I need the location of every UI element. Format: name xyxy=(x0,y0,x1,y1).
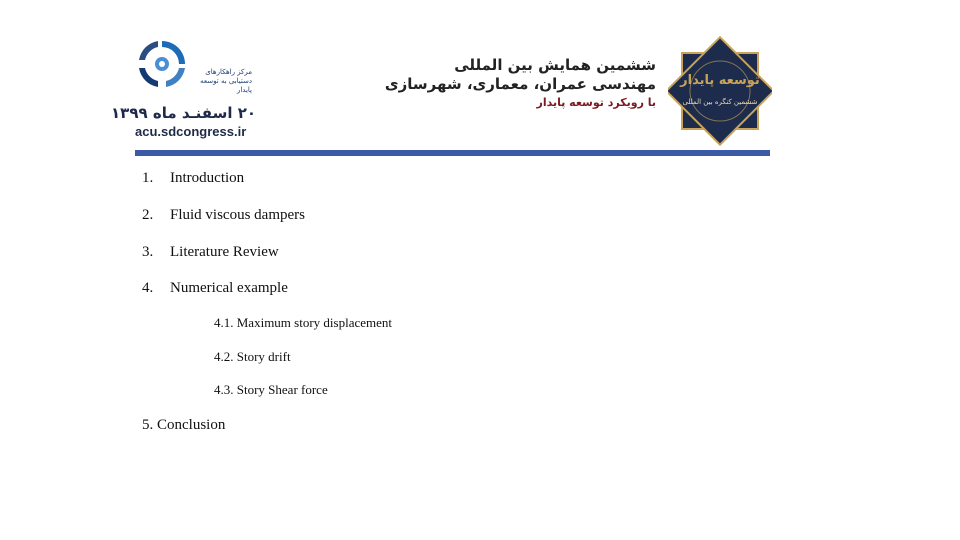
conference-title-line3: با رویکرد توسعه پایدار xyxy=(536,96,656,109)
emblem-calligraphy: توسعه پایدار xyxy=(680,73,760,88)
outline-item-number: 1. xyxy=(142,170,154,186)
outline-item-label: Fluid viscous dampers xyxy=(170,207,305,223)
emblem-caption: ششمین کنگره بین المللی xyxy=(682,98,758,106)
header-divider xyxy=(135,150,770,156)
outline-subitem: 4.2. Story drift xyxy=(214,349,291,364)
outline-conclusion: 5. Conclusion xyxy=(142,417,226,433)
outline-item-number: 4. xyxy=(142,280,154,296)
congress-logo xyxy=(111,38,256,139)
conference-title-line2: مهندسی عمران، معماری، شهرسازی xyxy=(384,75,656,93)
outline-item-label: Numerical example xyxy=(170,280,288,296)
conference-title xyxy=(384,56,656,112)
outline-subitem: 4.3. Story Shear force xyxy=(214,382,328,397)
outline-item xyxy=(142,280,288,297)
conference-title-line1: ششمین همایش بین المللی xyxy=(454,56,656,74)
conference-emblem xyxy=(668,36,772,146)
congress-url: acu.sdcongress.ir xyxy=(135,124,247,139)
outline-item xyxy=(142,244,279,261)
congress-date: ۲۰ اسفنـد ماه ۱۳۹۹ xyxy=(111,104,256,122)
emblem-star-icon xyxy=(668,36,772,146)
swirl-logo-icon xyxy=(136,38,188,90)
outline-item-label: Literature Review xyxy=(170,244,279,260)
outline-item xyxy=(142,207,305,224)
outline-item xyxy=(142,170,244,187)
outline-item-label: Introduction xyxy=(170,170,245,186)
logo-organization-text: مرکز راهکارهای دستیابی به توسعه پایدار xyxy=(200,68,252,94)
outline-item-number: 2. xyxy=(142,207,154,223)
outline-subitem: 4.1. Maximum story displacement xyxy=(214,315,393,330)
outline-item-number: 3. xyxy=(142,244,154,260)
